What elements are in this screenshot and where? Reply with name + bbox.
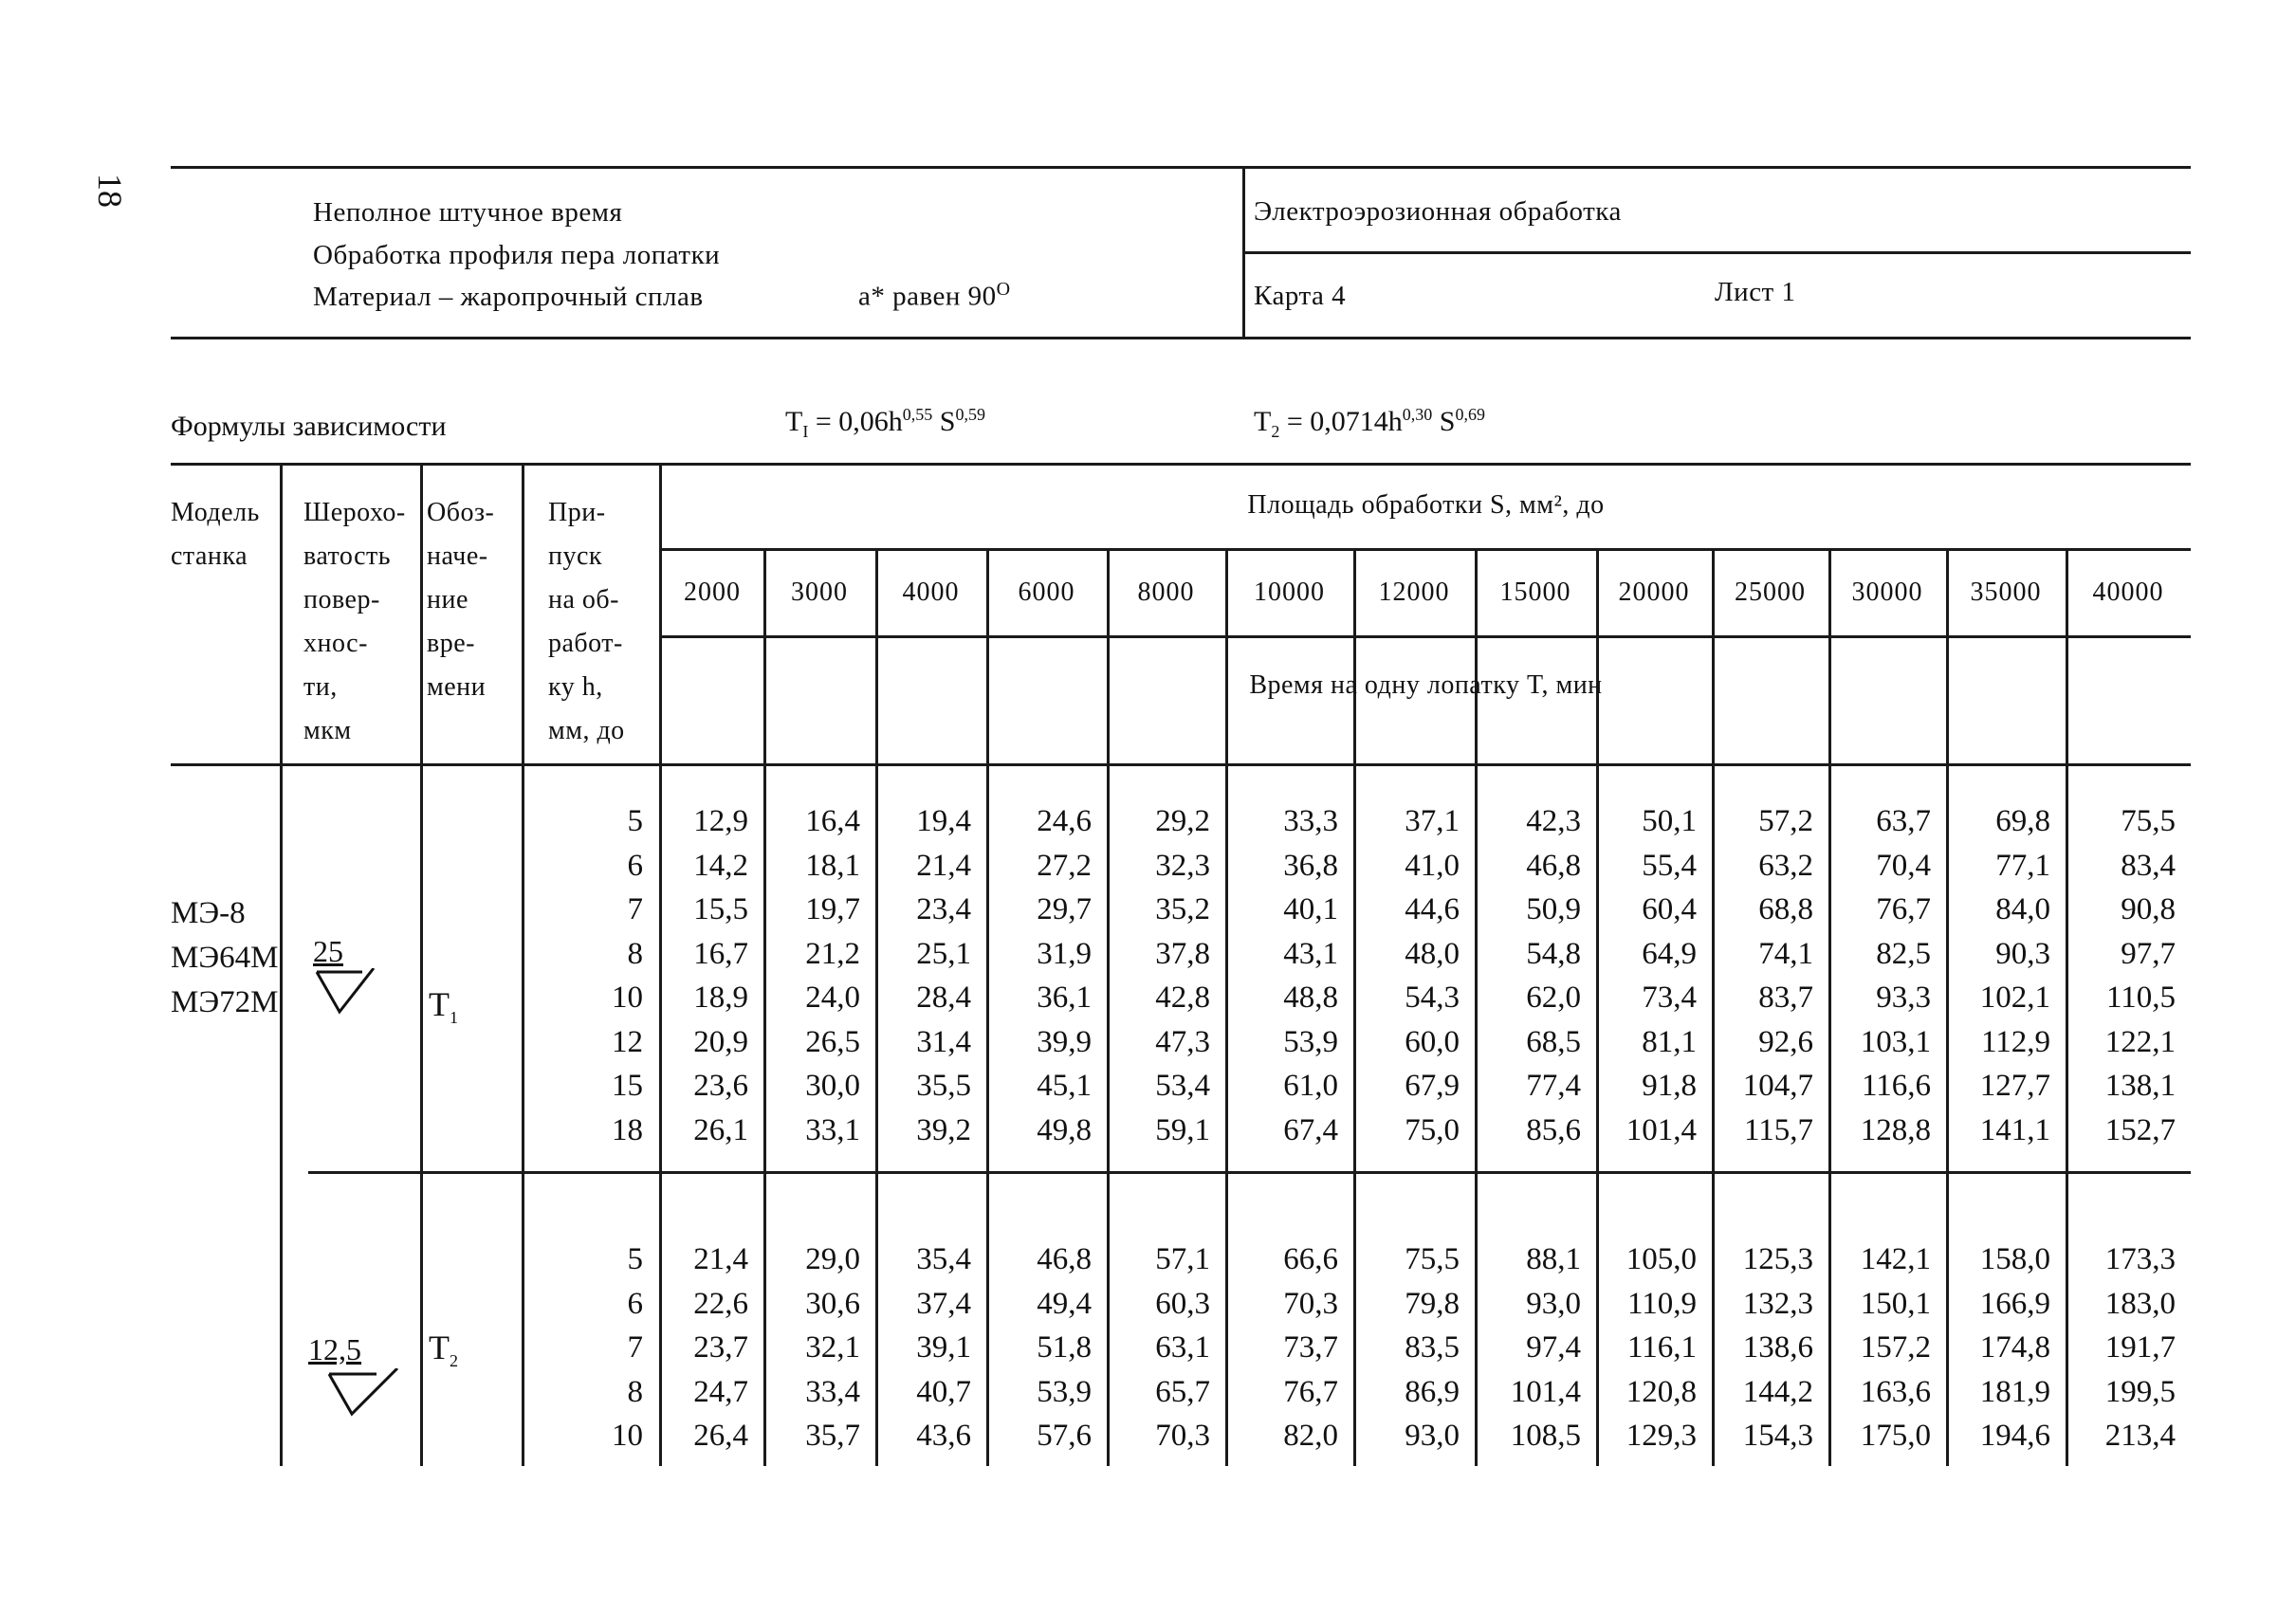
col-roughness-line: хнос- [303,629,368,658]
block2-time-cell: 23,7 [693,1330,748,1365]
block1-allowance-value: 10 [612,981,643,1015]
block1-time-cell: 77,1 [1995,848,2050,883]
header-right-title: Электроэрозионная обработка [1254,196,1622,227]
block1-time-cell: 26,5 [805,1024,860,1059]
block1-time-cell: 138,1 [2104,1069,2176,1103]
block2-time-cell: 83,5 [1405,1330,1460,1365]
vrule-designation [522,463,524,1466]
block1-time-cell: 46,8 [1526,848,1581,883]
header-divider [1242,166,1245,337]
block2-time-cell: 158,0 [1979,1242,2050,1276]
block2-time-cell: 173,3 [2104,1242,2176,1276]
roughness-12-5 [308,1332,361,1367]
area-value-header: 4000 [902,577,960,607]
vrule-model [280,463,283,1466]
block1-time-cell: 12,9 [693,804,748,838]
block1-time-cell: 90,8 [2121,892,2176,926]
block1-time-cell: 49,8 [1037,1112,1092,1147]
header-top-rule [171,166,2191,169]
block2-time-cell: 191,7 [2104,1330,2176,1365]
block1-time-cell: 47,3 [1155,1024,1210,1059]
block1-time-cell: 50,1 [1642,804,1697,838]
block1-time-cell: 61,0 [1283,1069,1338,1103]
roughness-triangle-icon [327,1368,403,1425]
formula-t1 [785,405,985,442]
block1-time-cell: 75,0 [1405,1112,1460,1147]
t2-rhs: = 0,0714h [1286,406,1403,437]
block1-time-cell: 20,9 [693,1024,748,1059]
time-title: Время на одну лопатку T, мин [1249,670,1603,700]
block1-time-cell: 70,4 [1876,848,1931,883]
block1-time-cell: 115,7 [1743,1112,1813,1147]
block1-time-cell: 35,5 [916,1069,971,1103]
block1-time-cell: 55,4 [1642,848,1697,883]
t1-rhs: = 0,06h [815,406,903,437]
header-right-mid-rule [1244,251,2191,254]
col-model-header [171,491,280,578]
block1-allowance-value: 6 [627,848,643,883]
area-value-header: 12000 [1378,577,1450,607]
block1-time-cell: 28,4 [916,981,971,1015]
block2-time-cell: 108,5 [1510,1419,1581,1453]
angle-degree: О [996,279,1011,300]
area-value-header: 30000 [1851,577,1923,607]
col-allowance-header [548,491,660,753]
block2-time-cell: 57,6 [1037,1419,1092,1453]
block1-time-cell: 33,3 [1283,804,1338,838]
block2-time-cell: 22,6 [693,1286,748,1321]
block1-time-cell: 60,4 [1642,892,1697,926]
col-roughness-line: Шерохо- [303,498,406,527]
block2-time-cell: 26,4 [693,1419,748,1453]
col-model-line: станка [171,541,248,571]
block1-time-cell: 23,6 [693,1069,748,1103]
block2-time-cell: 65,7 [1155,1374,1210,1409]
block2-time-cell: 32,1 [805,1330,860,1365]
col-roughness-line: ватость [303,541,392,571]
designation-t1 [429,984,458,1028]
block2-time-cell: 166,9 [1979,1286,2050,1321]
block1-time-cell: 110,5 [2105,981,2176,1015]
block1-time-cell: 31,4 [916,1024,971,1059]
col-model-line: Модель [171,498,260,527]
block1-time-cell: 75,5 [2121,804,2176,838]
block2-time-cell: 120,8 [1626,1374,1697,1409]
block1-time-cell: 16,4 [805,804,860,838]
block1-time-cell: 103,1 [1860,1024,1931,1059]
block1-time-cell: 59,1 [1155,1112,1210,1147]
block2-allowance-value: 7 [627,1330,643,1365]
block1-time-cell: 63,7 [1876,804,1931,838]
block1-time-cell: 39,2 [916,1112,971,1147]
block1-time-cell: 19,4 [916,804,971,838]
block1-time-cell: 122,1 [2104,1024,2176,1059]
block2-time-cell: 21,4 [693,1242,748,1276]
block1-time-cell: 54,8 [1526,936,1581,971]
block1-time-cell: 112,9 [1980,1024,2050,1059]
block1-time-cell: 128,8 [1860,1112,1931,1147]
area-values-rule [661,635,2191,638]
block2-time-cell: 181,9 [1979,1374,2050,1409]
block2-allowance-value: 5 [627,1242,643,1276]
block2-time-cell: 49,4 [1037,1286,1092,1321]
formulas-label: Формулы зависимости [171,411,447,442]
t1-symbol: T [785,406,803,437]
block1-time-cell: 104,7 [1742,1069,1813,1103]
block1-time-cell: 42,8 [1155,981,1210,1015]
t1-h-exponent: 0,55 [902,405,933,424]
block2-time-cell: 105,0 [1626,1242,1697,1276]
block1-time-cell: 53,4 [1155,1069,1210,1103]
area-value-header: 15000 [1499,577,1571,607]
block1-time-cell: 40,1 [1283,892,1338,926]
block1-time-cell: 18,9 [693,981,748,1015]
model-name: МЭ72М [171,985,279,1019]
block1-time-cell: 102,1 [1979,981,2050,1015]
block2-time-cell: 79,8 [1405,1286,1460,1321]
table-head-bottom-rule [171,763,2191,766]
block2-time-cell: 183,0 [2104,1286,2176,1321]
block1-time-cell: 64,9 [1642,936,1697,971]
col-allowance-line: При- [548,498,606,527]
block2-time-cell: 66,6 [1283,1242,1338,1276]
t2-s: S [1439,406,1456,437]
block1-time-cell: 29,7 [1037,892,1092,926]
roughness-value: 25 [313,934,343,968]
block1-time-cell: 50,9 [1526,892,1581,926]
header-angle [858,279,1011,313]
block1-time-cell: 141,1 [1979,1112,2050,1147]
col-allowance-line: ку h, [548,672,603,702]
block1-time-cell: 85,6 [1526,1112,1581,1147]
t2-s-exponent: 0,69 [1455,405,1485,424]
t2-subscript: 2 [1271,422,1280,441]
block2-time-cell: 194,6 [1979,1419,2050,1453]
block1-time-cell: 90,3 [1995,936,2050,971]
block1-time-cell: 53,9 [1283,1024,1338,1059]
block1-time-cell: 39,9 [1037,1024,1092,1059]
block2-time-cell: 86,9 [1405,1374,1460,1409]
area-value-header: 25000 [1735,577,1806,607]
block1-time-cell: 62,0 [1526,981,1581,1015]
designation-sub: 2 [450,1351,458,1371]
block2-time-cell: 199,5 [2104,1374,2176,1409]
block2-time-cell: 51,8 [1037,1330,1092,1365]
header-line-1: Неполное штучное время [313,197,623,228]
block2-time-cell: 174,8 [1979,1330,2050,1365]
block1-allowance-value: 8 [627,936,643,971]
col-roughness-line: повер- [303,585,380,614]
col-designation-line: мени [427,672,487,702]
block1-time-cell: 42,3 [1526,804,1581,838]
block1-time-cell: 83,7 [1758,981,1813,1015]
block1-time-cell: 25,1 [916,936,971,971]
block2-time-cell: 30,6 [805,1286,860,1321]
t1-s-exponent: 0,59 [955,405,985,424]
block1-time-cell: 37,1 [1405,804,1460,838]
block2-time-cell: 213,4 [2104,1419,2176,1453]
block1-time-cell: 74,1 [1758,936,1813,971]
area-value-header: 35000 [1970,577,2042,607]
block2-time-cell: 76,7 [1283,1374,1338,1409]
block1-time-cell: 21,4 [916,848,971,883]
header-line-2: Обработка профиля пера лопатки [313,240,721,270]
area-title: Площадь обработки S, мм², до [1247,490,1605,520]
block1-time-cell: 31,9 [1037,936,1092,971]
col-designation-header [427,491,522,709]
block2-time-cell: 132,3 [1742,1286,1813,1321]
roughness-25 [313,934,343,969]
header-line-3: Материал – жаропрочный сплав [313,282,704,312]
block2-time-cell: 101,4 [1510,1374,1581,1409]
block2-time-cell: 70,3 [1283,1286,1338,1321]
block2-time-cell: 40,7 [916,1374,971,1409]
block2-time-cell: 150,1 [1860,1286,1931,1321]
block2-allowance-value: 6 [627,1286,643,1321]
block2-time-cell: 70,3 [1155,1419,1210,1453]
block1-time-cell: 101,4 [1626,1112,1697,1147]
area-value-header: 20000 [1618,577,1690,607]
block2-time-cell: 43,6 [916,1419,971,1453]
block1-time-cell: 41,0 [1405,848,1460,883]
block-separator-rule [308,1171,2191,1174]
header-card: Карта 4 [1254,281,1347,311]
col-designation-line: вре- [427,629,475,658]
col-designation-line: наче- [427,541,488,571]
col-designation-line: ние [427,585,468,614]
block1-time-cell: 24,6 [1037,804,1092,838]
block1-time-cell: 43,1 [1283,936,1338,971]
block1-time-cell: 44,6 [1405,892,1460,926]
col-allowance-line: работ- [548,629,623,658]
block2-time-cell: 88,1 [1526,1242,1581,1276]
block2-allowance-value: 10 [612,1419,643,1453]
block2-time-cell: 157,2 [1860,1330,1931,1365]
block1-allowance-value: 15 [612,1069,643,1103]
block1-time-cell: 21,2 [805,936,860,971]
designation-t2 [429,1328,458,1371]
area-value-header: 8000 [1137,577,1195,607]
col-allowance-line: пуск [548,541,603,571]
t2-symbol: T [1254,406,1272,437]
block1-time-cell: 15,5 [693,892,748,926]
block2-time-cell: 57,1 [1155,1242,1210,1276]
block1-time-cell: 92,6 [1758,1024,1813,1059]
block1-time-cell: 69,8 [1995,804,2050,838]
block2-time-cell: 110,9 [1626,1286,1697,1321]
block2-time-cell: 125,3 [1742,1242,1813,1276]
t2-h-exponent: 0,30 [1402,405,1433,424]
block1-time-cell: 57,2 [1758,804,1813,838]
block2-time-cell: 93,0 [1526,1286,1581,1321]
block2-allowance-value: 8 [627,1374,643,1409]
area-value-header: 6000 [1018,577,1075,607]
block1-time-cell: 30,0 [805,1069,860,1103]
angle-text: a* равен 90 [858,281,997,312]
block1-time-cell: 68,8 [1758,892,1813,926]
roughness-triangle-icon [313,968,379,1020]
block2-time-cell: 39,1 [916,1330,971,1365]
block1-allowance-value: 12 [612,1024,643,1059]
block1-time-cell: 33,1 [805,1112,860,1147]
block1-time-cell: 116,6 [1861,1069,1931,1103]
block2-time-cell: 24,7 [693,1374,748,1409]
block2-time-cell: 73,7 [1283,1330,1338,1365]
block1-time-cell: 19,7 [805,892,860,926]
block1-time-cell: 91,8 [1642,1069,1697,1103]
block1-time-cell: 32,3 [1155,848,1210,883]
block2-time-cell: 138,6 [1742,1330,1813,1365]
block2-time-cell: 154,3 [1742,1419,1813,1453]
block1-time-cell: 84,0 [1995,892,2050,926]
model-name: МЭ64М [171,941,279,975]
block2-time-cell: 97,4 [1526,1330,1581,1365]
col-roughness-line: ти, [303,672,338,702]
block1-time-cell: 45,1 [1037,1069,1092,1103]
area-value-header: 2000 [684,577,741,607]
block2-time-cell: 29,0 [805,1242,860,1276]
block1-time-cell: 93,3 [1876,981,1931,1015]
block1-time-cell: 67,4 [1283,1112,1338,1147]
header-sheet: Лист 1 [1715,277,1796,307]
block1-time-cell: 73,4 [1642,981,1697,1015]
block2-time-cell: 37,4 [916,1286,971,1321]
block2-time-cell: 35,4 [916,1242,971,1276]
block2-time-cell: 144,2 [1742,1374,1813,1409]
block2-time-cell: 75,5 [1405,1242,1460,1276]
area-value-header: 40000 [2092,577,2164,607]
block1-time-cell: 23,4 [916,892,971,926]
block1-time-cell: 27,2 [1037,848,1092,883]
block1-time-cell: 67,9 [1405,1069,1460,1103]
col-allowance-line: мм, до [548,716,625,745]
header-bottom-rule [171,337,2191,339]
block1-allowance-value: 5 [627,804,643,838]
block2-time-cell: 82,0 [1283,1419,1338,1453]
formula-t2 [1254,405,1485,442]
block1-time-cell: 36,1 [1037,981,1092,1015]
block2-time-cell: 116,1 [1626,1330,1697,1365]
block2-time-cell: 175,0 [1860,1419,1931,1453]
block2-time-cell: 129,3 [1626,1419,1697,1453]
block1-time-cell: 14,2 [693,848,748,883]
block1-allowance-value: 7 [627,892,643,926]
designation-letter: T [429,985,450,1023]
block2-time-cell: 163,6 [1860,1374,1931,1409]
col-roughness-header [303,491,422,753]
model-name: МЭ-8 [171,896,246,930]
block1-time-cell: 81,1 [1642,1024,1697,1059]
block1-time-cell: 77,4 [1526,1069,1581,1103]
t1-s: S [939,406,956,437]
block1-time-cell: 127,7 [1979,1069,2050,1103]
block2-time-cell: 46,8 [1037,1242,1092,1276]
page-number: 18 [91,174,129,208]
area-value-header: 3000 [791,577,848,607]
block1-time-cell: 35,2 [1155,892,1210,926]
model-list [171,891,278,1025]
block1-time-cell: 68,5 [1526,1024,1581,1059]
col-roughness-line: мкм [303,716,352,745]
block2-time-cell: 35,7 [805,1419,860,1453]
block1-time-cell: 83,4 [2121,848,2176,883]
block1-time-cell: 48,8 [1283,981,1338,1015]
block2-time-cell: 63,1 [1155,1330,1210,1365]
block1-time-cell: 54,3 [1405,981,1460,1015]
block1-time-cell: 63,2 [1758,848,1813,883]
block1-time-cell: 26,1 [693,1112,748,1147]
block1-time-cell: 16,7 [693,936,748,971]
block1-time-cell: 152,7 [2104,1112,2176,1147]
block1-time-cell: 48,0 [1405,936,1460,971]
block1-time-cell: 82,5 [1876,936,1931,971]
block1-time-cell: 60,0 [1405,1024,1460,1059]
t1-subscript: I [802,422,809,441]
block2-time-cell: 33,4 [805,1374,860,1409]
table-top-rule [171,463,2191,466]
block1-time-cell: 97,7 [2121,936,2176,971]
block1-time-cell: 37,8 [1155,936,1210,971]
block2-time-cell: 142,1 [1860,1242,1931,1276]
designation-sub: 1 [450,1008,458,1028]
block1-allowance-value: 18 [612,1112,643,1147]
designation-letter: T [429,1329,450,1366]
block1-time-cell: 76,7 [1876,892,1931,926]
block1-time-cell: 29,2 [1155,804,1210,838]
block1-time-cell: 18,1 [805,848,860,883]
block1-time-cell: 24,0 [805,981,860,1015]
block2-time-cell: 93,0 [1405,1419,1460,1453]
block1-time-cell: 36,8 [1283,848,1338,883]
block2-time-cell: 60,3 [1155,1286,1210,1321]
block2-time-cell: 53,9 [1037,1374,1092,1409]
area-value-header: 10000 [1254,577,1325,607]
col-designation-line: Обоз- [427,498,495,527]
col-allowance-line: на об- [548,585,619,614]
roughness-value: 12,5 [308,1332,361,1366]
